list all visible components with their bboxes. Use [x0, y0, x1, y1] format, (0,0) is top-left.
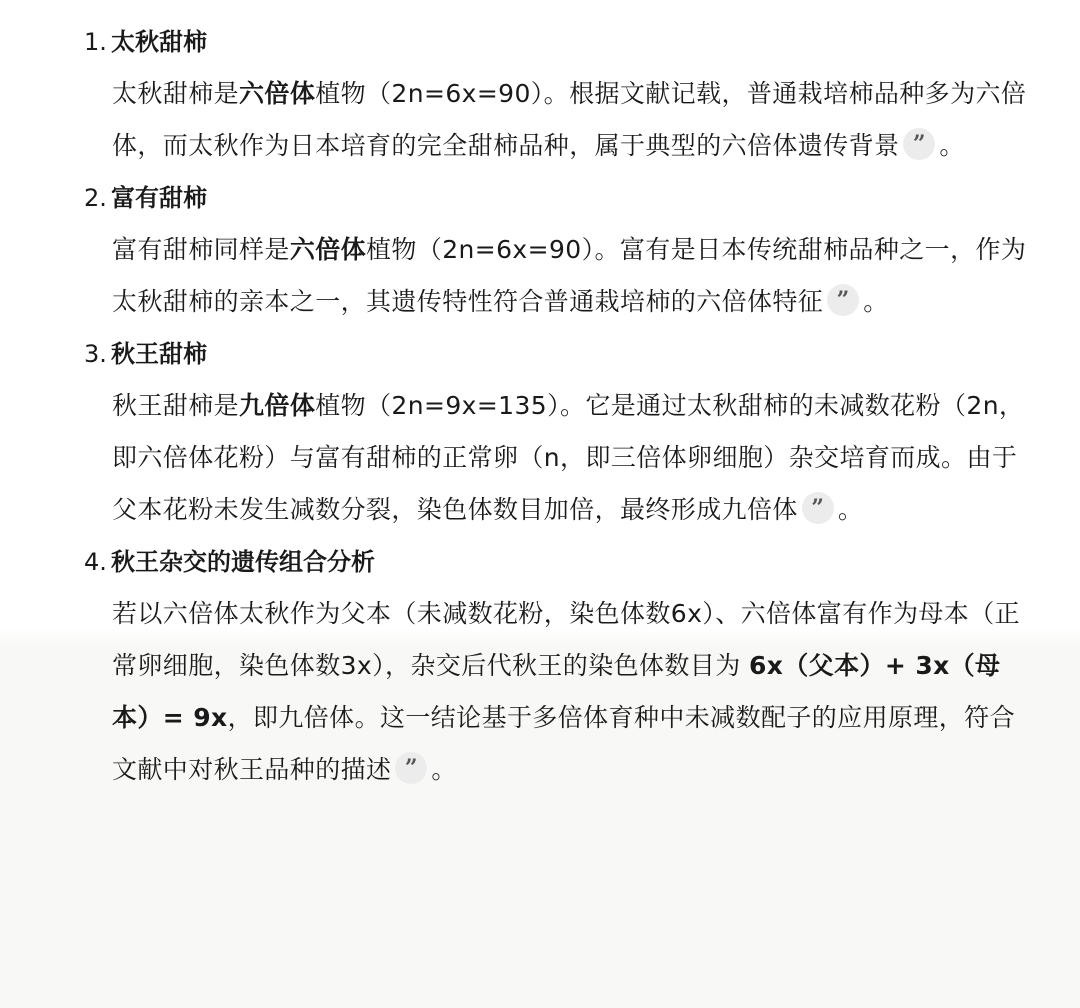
paragraph-text: 植物（2n=6x=90）。富有是日本传统甜柿品种之一，作为太秋甜柿的亲本之一，其遗传特性符合普通栽培柿的六倍体特征	[112, 235, 1027, 316]
paragraph-text: 富有甜柿同样是	[112, 235, 290, 264]
list-item	[84, 172, 1044, 328]
section-paragraph	[112, 224, 1036, 328]
section-heading	[84, 172, 1044, 224]
paragraph-text: 若以六倍体太秋作为父本（未减数花粉，染色体数6x）、六倍体富有作为母本（正常卵细胞，染色体数3x），杂交后代秋王的染色体数目为	[112, 599, 1021, 680]
section-title: 太秋甜柿	[111, 28, 207, 56]
section-heading	[84, 16, 1044, 68]
paragraph-text: 。	[863, 287, 889, 316]
paragraph-text: 太秋甜柿是	[112, 79, 240, 108]
section-number: 1.	[84, 28, 107, 56]
document-list	[84, 16, 1044, 796]
section-title: 秋王甜柿	[111, 340, 207, 368]
citation-quote-icon[interactable]: ”	[802, 492, 834, 524]
section-heading	[84, 328, 1044, 380]
section-paragraph	[112, 68, 1036, 172]
citation-quote-icon[interactable]: ”	[395, 752, 427, 784]
section-heading	[84, 536, 1044, 588]
section-paragraph	[112, 588, 1036, 796]
section-paragraph	[112, 380, 1036, 536]
list-item	[84, 16, 1044, 172]
bold-text: 九倍体	[239, 391, 316, 420]
list-item	[84, 328, 1044, 536]
section-number: 3.	[84, 340, 107, 368]
bold-text: 六倍体	[239, 79, 316, 108]
bold-text: 六倍体	[289, 235, 367, 264]
section-number: 4.	[84, 548, 107, 576]
paragraph-text: 植物（2n=6x=90）。根据文献记载，普通栽培柿品种多为六倍体，而太秋作为日本培育的完全甜柿品种，属于典型的六倍体遗传背景	[112, 79, 1027, 160]
paragraph-text: 植物（2n=9x=135）。它是通过太秋甜柿的未减数花粉（2n，即六倍体花粉）与富有甜柿的正常卵（n，即三倍体卵细胞）杂交培育而成。由于父本花粉未发生减数分裂，染色体数目加倍，最终形成九倍体	[112, 391, 1025, 524]
section-title: 富有甜柿	[111, 184, 207, 212]
section-title: 秋王杂交的遗传组合分析	[111, 548, 375, 576]
paragraph-text: ，即九倍体。这一结论基于多倍体育种中未减数配子的应用原理，符合文献中对秋王品种的描述	[112, 703, 1015, 784]
citation-quote-icon[interactable]: ”	[827, 284, 859, 316]
bold-text: 6x（父本）+ 3x（母本）= 9x	[112, 651, 1001, 732]
paragraph-text: 。	[837, 495, 864, 524]
citation-quote-icon[interactable]: ”	[903, 128, 935, 160]
paragraph-text: 秋王甜柿是	[112, 391, 240, 420]
paragraph-text: 。	[431, 755, 457, 784]
paragraph-text: 。	[939, 131, 965, 160]
list-item	[84, 536, 1044, 796]
section-number: 2.	[84, 184, 107, 212]
